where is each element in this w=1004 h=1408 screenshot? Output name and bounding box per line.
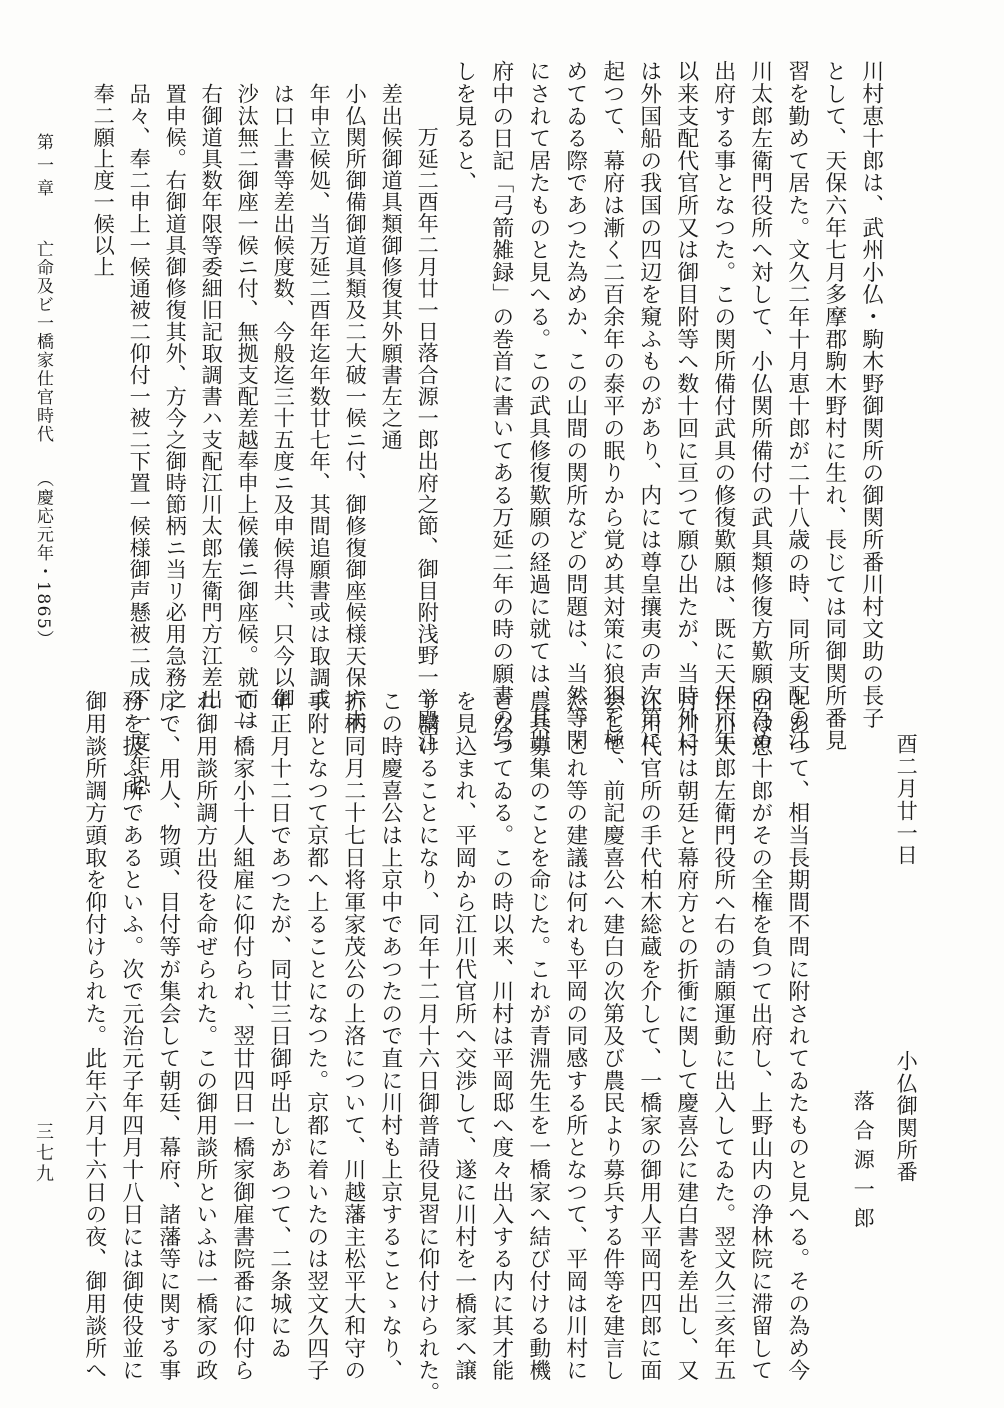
text-column: 務を扱ふ所であるといふ。次で元治元子年四月十八日には御使役並に [118, 690, 144, 1382]
document-signatory: 落合源一郎 [851, 1090, 877, 1236]
text-column: 習を勤めて居た。文久二年十月恵十郎が二十八歳の時、同所支配の江 [784, 60, 810, 752]
text-column: た。これ等の建議は何れも平岡の同感する所となつて、平岡は川村に [562, 690, 588, 1382]
text-column: て一橋家小十人組雇に仰付られ、翌廿四日一橋家御雇書院番に仰付ら [229, 690, 255, 1382]
text-column: 府中の日記「弓箭雑録」の巻首に書いてある万延二年の時の願書の写 [488, 60, 514, 752]
text-column: 以来支配代官所又は御目附等へ数十回に亘つて願ひ出たが、当時外に [673, 60, 699, 752]
text-column: 庁で、用人、物頭、目付等が集会して朝廷、幕府、諸藩等に関する事 [155, 690, 181, 1382]
text-column: れ御用談所調方出役を命ぜられた。この御用談所といふは一橋家の政 [192, 690, 218, 1382]
text-column: 出府する事となつた。この関所備付武具の修復歎願は、既に天保六年 [710, 60, 736, 752]
page-number: 三七九 [33, 1122, 54, 1185]
text-column: 川村恵十郎は、武州小仏・駒木野御関所の御関所番川村文助の長子 [858, 60, 884, 729]
text-column: 起つて、幕府は漸く二百余年の泰平の眠りから覚め其対策に狼狽を極 [599, 60, 625, 752]
text-column: 回は恵十郎がその全権を負つて出府し、上野山内の浄林院に滞留して [747, 690, 773, 1382]
text-column: 手附となつて京都へ上ることになつた。京都に着いたのは翌文久四子 [303, 690, 329, 1382]
text-column: 江川代官所の手代柏木総蔵を介して、一橋家の御用人平岡円四郎に面 [636, 690, 662, 1382]
text-column: この時慶喜公は上京中であつたので直に川村も上京することゝなり、 [377, 690, 403, 1382]
text-column: 月川村は朝廷と幕府方との折衝に関して慶喜公に建白書を差出し、又 [673, 690, 699, 1382]
text-column: 折柄同月二十七日将軍家茂公の上洛について、川越藩主松平大和守の [340, 690, 366, 1382]
quoted-document-line: 奉二願上度一候以上 [91, 83, 117, 278]
quoted-document-line: 沙汰無二御座一候ニ付、無拠支配差越奉申上候儀ニ御座候。就而は [235, 83, 261, 731]
text-column: を見込まれ、平岡から江川代官所へ交渉して、遂に川村を一橋家へ譲 [451, 690, 477, 1382]
text-column: めてゐる際であつた為めか、この山間の関所などの問題は、当然等閑 [562, 60, 588, 752]
quoted-document-line: 小仏関所御備御道具類及二大破一候ニ付、御修復御座候様天保六未 [343, 83, 369, 731]
chapter-label: 第一章 [33, 133, 53, 202]
text-column: 江川太郎左衛門役所へ右の請願運動に出入してゐた。翌文久三亥年五 [710, 690, 736, 1382]
text-column: とあつて、相当長期間不問に附されてゐたものと見へる。その為め今 [784, 690, 810, 1382]
quoted-document-line: 差出候御道具類御修復其外願書左之通 [379, 83, 405, 451]
text-column: り請けることになり、同年十二月十六日御普請役見習に仰付けられた。 [414, 690, 440, 1404]
quoted-document-line: 品々、奉二申上一候通被二仰付一被二下置一候様御声懸被二成下一度乍恐 [127, 83, 153, 796]
chapter-title: 亡命及ビ一橋家仕官時代 [33, 240, 53, 444]
text-column: 会して、前記慶喜公へ建白の次第及び農民より募兵する件等を建言し [599, 690, 625, 1382]
text-column: にされて居たものと見へる。この武具修復歎願の経過に就ては、其出 [525, 60, 551, 752]
quoted-document-line: 年申立候処、当万延二酉年迄年数廿七年、其間追願書或は取調或 [307, 83, 333, 710]
text-column: は外国船の我国の四辺を窺ふものがあり、内には尊皇攘夷の声次第に [636, 60, 662, 752]
quoted-document-line: 万延二酉年二月廿一日落合源一郎出府之節、御目附浅野一学殿江 [415, 126, 441, 753]
text-column: 年正月十二日であつたが、同廿三日御呼出しがあつて、二条城にゐ [266, 690, 292, 1359]
text-column: しを見ると、 [451, 60, 477, 194]
text-column: 農兵募集のことを命じた。これが青淵先生を一橋家へ結び付ける動機 [525, 690, 551, 1382]
document-office: 小仏御関所番 [894, 1050, 920, 1184]
text-column: 川太郎左衛門役所へ対して、小仏関所備付の武具類修復方歎願の為め [747, 60, 773, 752]
text-column: となつてゐる。この時以来、川村は平岡邸へ度々出入する内に其才能 [488, 690, 514, 1382]
text-column: として、天保六年七月多摩郡駒木野村に生れ、長じては同御関所番見 [821, 60, 847, 752]
chapter-era: （慶応元年・1865） [33, 470, 53, 649]
quoted-document-line: 置申候。右御道具御修復其外、方今之御時節柄ニ当リ必用急務之 [163, 83, 189, 710]
document-date: 酉二月廿一日 [894, 733, 920, 867]
quoted-document-line: 右御道具数年限等委細旧記取調書ハ支配江川太郎左衛門方江差出 [199, 83, 225, 710]
quoted-document-line: は口上書等差出候度数、今般迄三十五度ニ及申候得共、只今以御 [271, 83, 297, 710]
text-column: 御用談所調方頭取を仰付けられた。此年六月十六日の夜、御用談所へ [81, 690, 107, 1382]
